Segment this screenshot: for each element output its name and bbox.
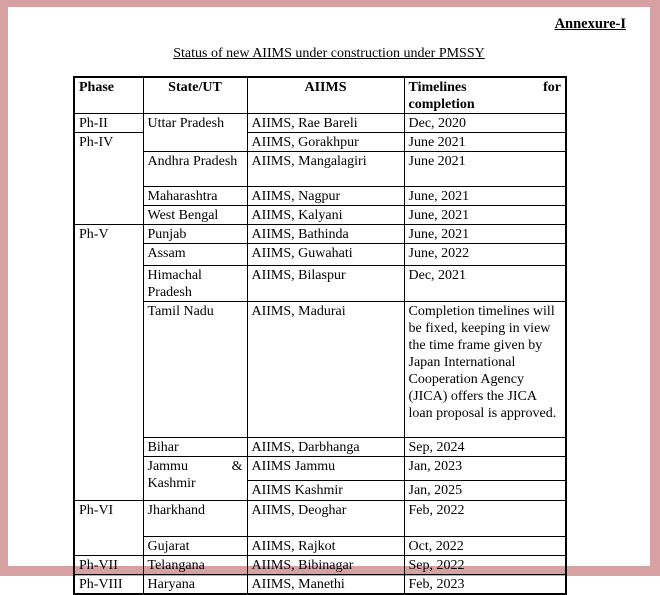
cell-phase: Ph-VIII (74, 575, 143, 595)
table-row (74, 244, 566, 266)
col-header-timelines (404, 77, 566, 114)
cell-phase: Ph-VI (74, 501, 143, 556)
cell-timeline: Dec, 2020 (404, 114, 566, 133)
table-row (74, 501, 566, 537)
cell-state: Andhra Pradesh (143, 152, 247, 187)
cell-state: Bihar (143, 438, 247, 457)
table-row (74, 302, 566, 438)
cell-aiims: AIIMS, Gorakhpur (247, 133, 404, 152)
cell-phase: Ph-IV (74, 133, 143, 225)
cell-timeline: Dec, 2021 (404, 266, 566, 302)
state-line1 (148, 458, 243, 475)
cell-state: Maharashtra (143, 187, 247, 206)
table-row (74, 438, 566, 457)
cell-state: Gujarat (143, 537, 247, 556)
table-header-row (74, 77, 566, 114)
col-header-phase: Phase (74, 77, 143, 114)
cell-timeline: June, 2021 (404, 225, 566, 244)
cell-timeline: June 2021 (404, 133, 566, 152)
cell-state: Himachal Pradesh (143, 266, 247, 302)
cell-timeline: Jan, 2023 (404, 457, 566, 481)
cell-aiims: AIIMS Jammu (247, 457, 404, 481)
timelines-word: Timelines (408, 80, 467, 95)
col-header-state: State/UT (143, 77, 247, 114)
table-row (74, 537, 566, 556)
cell-aiims: AIIMS, Deoghar (247, 501, 404, 537)
cell-aiims: AIIMS, Nagpur (247, 187, 404, 206)
cell-timeline: Feb, 2023 (404, 575, 566, 595)
state-word: Jammu (147, 459, 188, 474)
table-row (74, 575, 566, 595)
page-title (8, 45, 650, 63)
table-row (74, 187, 566, 206)
cell-aiims: AIIMS, Rajkot (247, 537, 404, 556)
annexure-label: Annexure-I (554, 16, 626, 32)
cell-phase: Ph-V (74, 225, 143, 501)
cell-state: Punjab (143, 225, 247, 244)
table-row (74, 206, 566, 225)
timelines-header-line1 (409, 79, 562, 96)
table-row (74, 266, 566, 302)
state-line2: Kashmir (147, 476, 196, 491)
cell-aiims: AIIMS, Kalyani (247, 206, 404, 225)
cell-timeline: Feb, 2022 (404, 501, 566, 537)
table-row (74, 152, 566, 187)
cell-aiims: AIIMS, Bilaspur (247, 266, 404, 302)
cell-timeline: Completion timelines will be fixed, keeping in view the time frame given by Japan International Cooperation Agency (JICA) offers the JICA loan proposal is approved. (404, 302, 566, 438)
cell-state: Jharkhand (143, 501, 247, 537)
ampersand: & (231, 459, 243, 474)
table-row (74, 225, 566, 244)
cell-aiims: AIIMS, Mangalagiri (247, 152, 404, 187)
annexure-line (8, 15, 650, 33)
cell-state (143, 457, 247, 501)
cell-state: Uttar Pradesh (143, 114, 247, 152)
cell-timeline: June, 2022 (404, 244, 566, 266)
cell-timeline: Jan, 2025 (404, 481, 566, 501)
cell-aiims: AIIMS, Madurai (247, 302, 404, 438)
cell-aiims: AIIMS, Bibinagar (247, 556, 404, 575)
cell-timeline: Oct, 2022 (404, 537, 566, 556)
cell-aiims: AIIMS, Bathinda (247, 225, 404, 244)
cell-state: Tamil Nadu (143, 302, 247, 438)
cell-phase: Ph-VII (74, 556, 143, 575)
table-row (74, 457, 566, 481)
cell-timeline: June, 2021 (404, 206, 566, 225)
cell-timeline: June 2021 (404, 152, 566, 187)
cell-state: West Bengal (143, 206, 247, 225)
table-row (74, 114, 566, 133)
cell-timeline: June, 2021 (404, 187, 566, 206)
completion-word: completion (408, 97, 475, 112)
cell-state: Assam (143, 244, 247, 266)
cell-aiims: AIIMS, Rae Bareli (247, 114, 404, 133)
cell-timeline: Sep, 2022 (404, 556, 566, 575)
cell-phase: Ph-II (74, 114, 143, 133)
cell-aiims: AIIMS Kashmir (247, 481, 404, 501)
for-word: for (543, 80, 561, 95)
cell-timeline: Sep, 2024 (404, 438, 566, 457)
cell-state: Telangana (143, 556, 247, 575)
table-row (74, 556, 566, 575)
col-header-aiims: AIIMS (247, 77, 404, 114)
aiims-status-table (73, 76, 567, 595)
cell-aiims: AIIMS, Guwahati (247, 244, 404, 266)
page-title-text: Status of new AIIMS under construction under PMSSY (173, 46, 485, 61)
cell-state: Haryana (143, 575, 247, 595)
cell-aiims: AIIMS, Manethi (247, 575, 404, 595)
cell-aiims: AIIMS, Darbhanga (247, 438, 404, 457)
